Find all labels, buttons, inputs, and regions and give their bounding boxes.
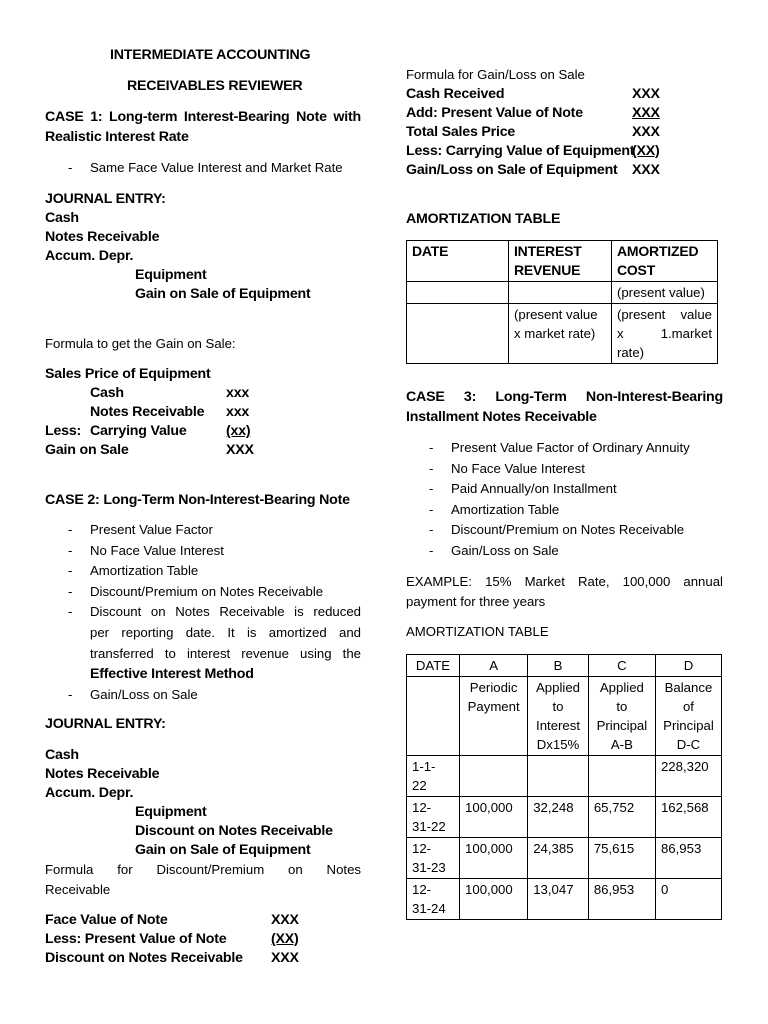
table-header-cell: AMORTIZED COST: [611, 241, 717, 282]
table-row: [407, 655, 722, 677]
case2-formula-label-line1: Formula for Discount/Premium on Notes: [45, 862, 361, 877]
table-cell: 0: [655, 879, 721, 920]
list-item-line: - Discount on Notes Receivable is reduced: [90, 604, 361, 620]
table-cell: [508, 282, 611, 304]
list-item: - No Face Value Interest: [45, 541, 361, 562]
case3-bullet-list: [406, 438, 723, 562]
table-cell: 13,047: [528, 879, 589, 920]
formula-line: Cash: [90, 385, 124, 401]
je-line: Cash: [45, 210, 79, 226]
table-cell: 86,953: [588, 879, 655, 920]
table-cell: Periodic Payment: [460, 677, 528, 756]
table-cell: 65,752: [588, 797, 655, 838]
table-cell: 100,000: [460, 797, 528, 838]
table-cell: 24,385: [528, 838, 589, 879]
list-item: [45, 602, 361, 684]
list-item: - Same Face Value Interest and Market Rate: [45, 158, 361, 179]
table-cell: 12- 31-23: [407, 838, 460, 879]
table-cell: 100,000: [460, 838, 528, 879]
formula-value: XXX: [226, 442, 254, 458]
table-cell: 1-1- 22: [407, 756, 460, 797]
table-header-cell: INTEREST REVENUE: [508, 241, 611, 282]
document-subtitle: RECEIVABLES REVIEWER: [127, 78, 303, 94]
case2-journal-entry-label: JOURNAL ENTRY:: [45, 716, 166, 732]
formula-value: XXX: [632, 124, 660, 140]
table-cell: (present value): [611, 282, 717, 304]
table-row: [407, 304, 718, 364]
list-item: - No Face Value Interest: [406, 459, 723, 480]
je-line: Notes Receivable: [45, 766, 160, 782]
gainloss-formula-label: Formula for Gain/Loss on Sale: [406, 67, 585, 82]
table-cell: [407, 304, 509, 364]
case1-journal-entry-label: JOURNAL ENTRY:: [45, 191, 166, 207]
table-cell: 228,320: [655, 756, 721, 797]
je-line: Notes Receivable: [45, 229, 160, 245]
table-cell: 162,568: [655, 797, 721, 838]
table-cell: [460, 756, 528, 797]
formula-line: Sales Price of Equipment: [45, 366, 211, 382]
table-row: [407, 756, 722, 797]
table-header-cell: DATE: [407, 655, 460, 677]
formula-value: xxx: [226, 404, 250, 420]
list-item-line: Effective Interest Method: [90, 666, 254, 683]
amortization-table-2: [406, 654, 722, 920]
formula-line: Gain on Sale: [45, 442, 129, 458]
formula-line: Less:: [45, 423, 82, 439]
list-item: - Amortization Table: [406, 500, 723, 521]
list-item: - Gain/Loss on Sale: [45, 685, 361, 706]
formula-value: XXX: [632, 86, 660, 102]
formula-line: Discount on Notes Receivable: [45, 950, 243, 966]
table-cell: [407, 282, 509, 304]
formula-line: Add: Present Value of Note: [406, 105, 583, 121]
list-item-line: transferred to interest revenue using the: [90, 645, 361, 661]
document-title: INTERMEDIATE ACCOUNTING: [110, 47, 311, 63]
list-item: - Present Value Factor: [45, 520, 361, 541]
table-row: [407, 677, 722, 756]
case2-heading: CASE 2: Long-Term Non-Interest-Bearing Note: [45, 492, 350, 508]
table-row: [407, 241, 718, 282]
table-cell: Balance of Principal D-C: [655, 677, 721, 756]
formula-value: xxx: [226, 385, 250, 401]
table-cell: Applied to Interest Dx15%: [528, 677, 589, 756]
table-cell: (present value x 1.market rate): [611, 304, 717, 364]
table-cell: 12- 31-24: [407, 879, 460, 920]
table-header-cell: C: [588, 655, 655, 677]
table-header-cell: A: [460, 655, 528, 677]
case2-formula-label-line2: Receivable: [45, 882, 111, 897]
list-item: - Present Value Factor of Ordinary Annuity: [406, 438, 723, 459]
list-item: - Discount/Premium on Notes Receivable: [45, 582, 361, 603]
formula-value: (XX): [632, 143, 660, 159]
formula-line: Total Sales Price: [406, 124, 516, 140]
case1-heading-line1: CASE 1: Long-term Interest-Bearing Note with: [45, 109, 361, 125]
list-item: - Amortization Table: [45, 561, 361, 582]
formula-line: Less: Present Value of Note: [45, 931, 227, 947]
formula-value: XXX: [632, 105, 660, 121]
list-item-line: per reporting date. It is amortized and: [90, 624, 361, 640]
amortization-table-1-heading: AMORTIZATION TABLE: [406, 211, 561, 227]
formula-line: Cash Received: [406, 86, 505, 102]
formula-line: Face Value of Note: [45, 912, 168, 928]
je-line: Cash: [45, 747, 79, 763]
formula-line: Notes Receivable: [90, 404, 205, 420]
case3-example-line1: EXAMPLE: 15% Market Rate, 100,000 annual: [406, 574, 723, 589]
je-line: Equipment: [135, 267, 207, 283]
formula-value: (XX): [271, 931, 299, 947]
formula-value: (xx): [226, 423, 251, 439]
amortization-table-2-heading: AMORTIZATION TABLE: [406, 624, 549, 639]
table-row: [407, 282, 718, 304]
table-header-cell: B: [528, 655, 589, 677]
case1-formula-label: Formula to get the Gain on Sale:: [45, 336, 236, 351]
formula-line: Carrying Value: [90, 423, 187, 439]
amortization-table-1: [406, 240, 718, 364]
table-header-cell: D: [655, 655, 721, 677]
je-line: Accum. Depr.: [45, 248, 134, 264]
formula-line: Gain/Loss on Sale of Equipment: [406, 162, 618, 178]
formula-value: XXX: [632, 162, 660, 178]
je-line: Accum. Depr.: [45, 785, 134, 801]
formula-line: Less: Carrying Value of Equipment: [406, 143, 635, 159]
table-cell: 75,615: [588, 838, 655, 879]
table-cell: 86,953: [655, 838, 721, 879]
table-cell: 12- 31-22: [407, 797, 460, 838]
case3-heading-line2: Installment Notes Receivable: [406, 409, 597, 425]
je-line: Gain on Sale of Equipment: [135, 286, 311, 302]
list-item: - Discount/Premium on Notes Receivable: [406, 520, 723, 541]
je-line: Equipment: [135, 804, 207, 820]
table-cell: (present value x market rate): [508, 304, 611, 364]
table-row: [407, 838, 722, 879]
je-line: Discount on Notes Receivable: [135, 823, 333, 839]
table-cell: [407, 677, 460, 756]
case3-example-line2: payment for three years: [406, 594, 546, 609]
case1-heading-line2: Realistic Interest Rate: [45, 129, 189, 145]
table-cell: [588, 756, 655, 797]
case3-heading-line1: CASE 3: Long-Term Non-Interest-Bearing: [406, 389, 723, 405]
table-cell: 100,000: [460, 879, 528, 920]
table-row: [407, 879, 722, 920]
case2-bullet-list: [45, 520, 361, 705]
table-cell: [528, 756, 589, 797]
list-item: - Gain/Loss on Sale: [406, 541, 723, 562]
table-header-cell: DATE: [407, 241, 509, 282]
table-cell: Applied to Principal A-B: [588, 677, 655, 756]
formula-value: XXX: [271, 912, 299, 928]
list-item: - Paid Annually/on Installment: [406, 479, 723, 500]
table-cell: 32,248: [528, 797, 589, 838]
table-row: [407, 797, 722, 838]
case1-bullet-list: [45, 158, 361, 179]
je-line: Gain on Sale of Equipment: [135, 842, 311, 858]
formula-value: XXX: [271, 950, 299, 966]
